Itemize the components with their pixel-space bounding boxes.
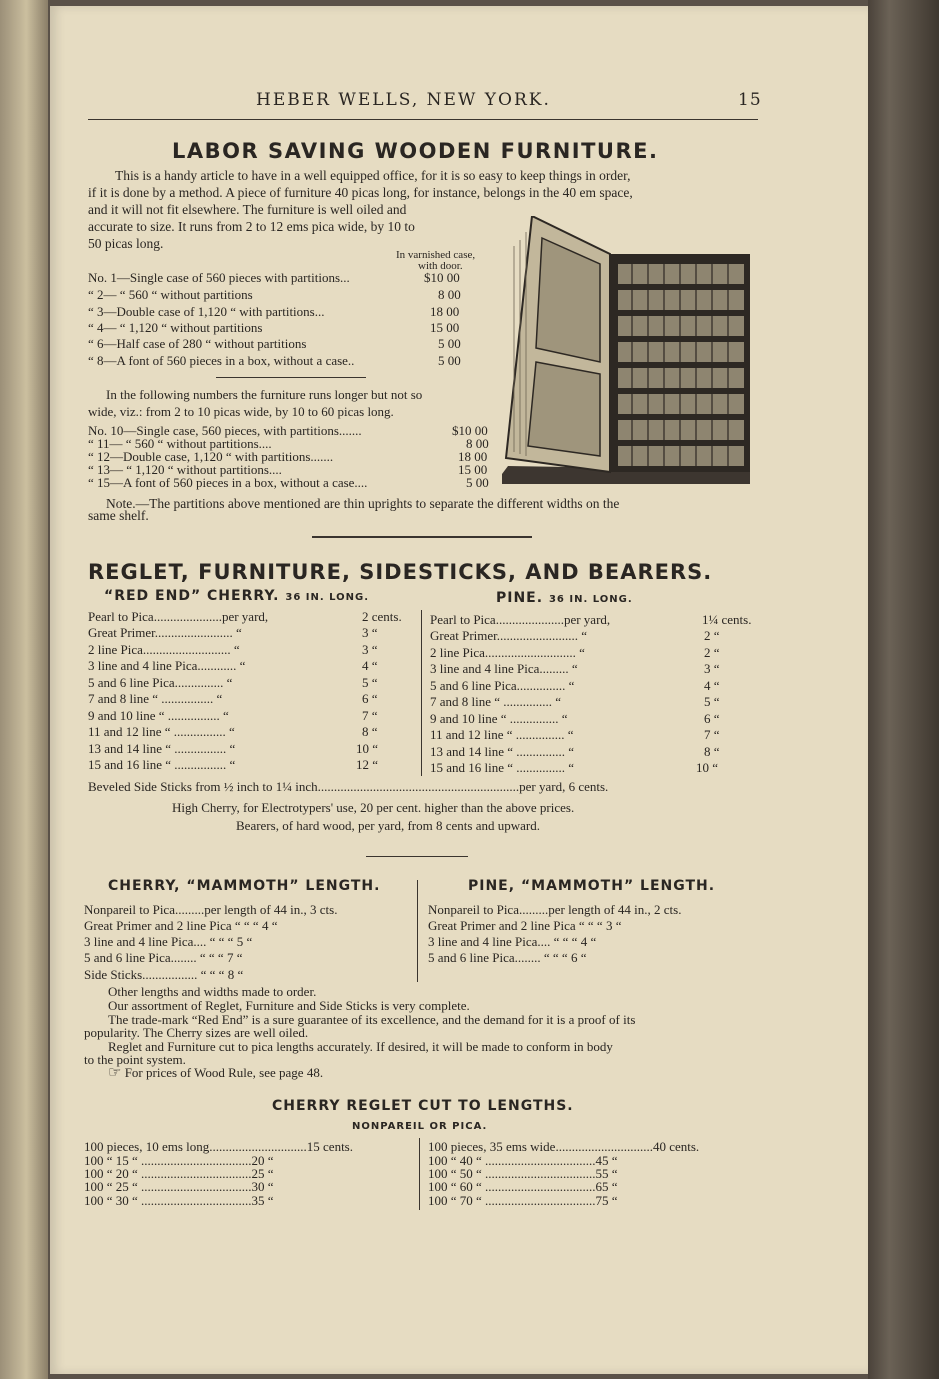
case-note: with door.: [418, 260, 463, 272]
column-divider: [421, 610, 422, 776]
table-row: 7 and 8 line “ ............... “: [430, 694, 562, 709]
table-cell: 7 “: [704, 727, 720, 742]
table-row: 100 “ 60 “ ..................................65 “: [428, 1179, 618, 1194]
table-row: 100 pieces, 10 ems long..............................15 cents.: [84, 1139, 353, 1154]
table-cell: 3 “: [704, 661, 720, 676]
section-divider: [366, 856, 468, 857]
wood-rule-note-text: For prices of Wood Rule, see page 48.: [124, 1065, 324, 1080]
section-divider: [312, 536, 532, 538]
note-line: Other lengths and widths made to order.: [108, 984, 317, 999]
table-row: 100 “ 40 “ ..................................45 “: [428, 1153, 618, 1168]
table-row: 11 and 12 line “ ................ “: [88, 724, 235, 739]
table-row: Nonpareil to Pica.........per length of 44 in., 3 cts.: [84, 902, 338, 917]
price-row-label: “ 6—Half case of 280 “ without partitions: [88, 336, 307, 351]
table-row: 5 and 6 line Pica............... “: [430, 678, 575, 693]
table-row: 11 and 12 line “ ............... “: [430, 727, 574, 742]
intro-line: This is a handy article to have in a well equipped office, for it is so easy to keep things in order,: [115, 168, 631, 183]
table-row: 100 “ 30 “ ..................................35 “: [84, 1193, 274, 1208]
partitions-note: Note.—The partitions above mentioned are thin uprights to separate the different widths on the: [106, 496, 620, 511]
price-row-value: 8 00: [466, 436, 489, 451]
section-divider: [216, 377, 366, 378]
price-row-value: 5 00: [438, 353, 461, 368]
note-line: The trade-mark “Red End” is a sure guarantee of its excellence, and the demand for it is a proof of its: [108, 1012, 636, 1027]
table-cell: 3 “: [362, 642, 378, 657]
price-row-value: 8 00: [438, 287, 461, 302]
table-row: 2 line Pica............................ “: [430, 645, 585, 660]
table-row: 15 and 16 line “ ............... “: [430, 760, 575, 775]
table-row: Nonpareil to Pica.........per length of 44 in., 2 cts.: [428, 902, 682, 917]
note-line: popularity. The Cherry sizes are well oiled.: [84, 1025, 309, 1040]
table-row: Pearl to Pica.....................per yard,: [88, 609, 269, 624]
table-row: 9 and 10 line “ ................ “: [88, 708, 229, 723]
table-row: 3 line and 4 line Pica......... “: [430, 661, 578, 676]
table-row: 3 line and 4 line Pica.... “ “ “ 5 “: [84, 934, 253, 949]
intro-line: if it is done by a method. A piece of furniture 40 picas long, for instance, belongs in the 40 em space,: [88, 185, 633, 200]
partitions-note: same shelf.: [88, 508, 149, 523]
price-row-label: “ 4— “ 1,120 “ without partitions: [88, 320, 263, 335]
table-row: Great Primer......................... “: [430, 628, 588, 643]
table-cell: 5 “: [362, 675, 378, 690]
pine-unit: 36 IN. LONG.: [548, 594, 633, 605]
table-row: 100 “ 50 “ ..................................55 “: [428, 1166, 618, 1181]
pine-heading-text: PINE.: [496, 590, 544, 606]
table-row: 2 line Pica........................... “: [88, 642, 240, 657]
table-row: Great Primer and 2 line Pica “ “ “ 3 “: [428, 918, 622, 933]
price-row-value: 18 00: [458, 449, 488, 464]
price-row-value: 18 00: [430, 304, 460, 319]
price-row-value: $10 00: [452, 423, 488, 438]
table-cell: 2 “: [704, 628, 720, 643]
running-header: HEBER WELLS, NEW YORK.: [256, 90, 551, 110]
table-row: 5 and 6 line Pica............... “: [88, 675, 233, 690]
labor-title: LABOR SAVING WOODEN FURNITURE.: [172, 139, 659, 163]
following-text: In the following numbers the furniture runs longer but not so: [106, 387, 423, 402]
cherry-heading: [104, 588, 369, 604]
table-row: 5 and 6 line Pica........ “ “ “ 7 “: [84, 950, 243, 965]
table-cell: 4 “: [362, 658, 378, 673]
table-row: 100 “ 70 “ ..................................75 “: [428, 1193, 618, 1208]
wood-rule-note: [108, 1066, 323, 1080]
book-edge: [868, 0, 939, 1379]
price-row-value: 15 00: [458, 462, 488, 477]
price-row-value: $10 00: [424, 270, 460, 285]
note-line: Reglet and Furniture cut to pica lengths accurately. If desired, it will be made to conform in body: [108, 1039, 613, 1054]
table-cell: 8 “: [362, 724, 378, 739]
table-row: 13 and 14 line “ ............... “: [430, 744, 575, 759]
price-row-label: “ 13— “ 1,120 “ without partitions....: [88, 462, 282, 477]
following-text: wide, viz.: from 2 to 10 picas wide, by 10 to 60 picas long.: [88, 404, 394, 419]
cherry-unit: 36 IN. LONG.: [285, 592, 370, 603]
table-cell: 6 “: [362, 691, 378, 706]
pine-mammoth-heading: PINE, “MAMMOTH” LENGTH.: [468, 878, 716, 894]
table-row: 100 “ 15 “ ..................................20 “: [84, 1153, 274, 1168]
table-cell: 10 “: [356, 741, 379, 756]
table-row: 3 line and 4 line Pica............ “: [88, 658, 246, 673]
table-row: 5 and 6 line Pica........ “ “ “ 6 “: [428, 950, 587, 965]
previous-page-edge: [0, 0, 48, 1379]
table-cell: 2 “: [704, 645, 720, 660]
note-line: to the point system.: [84, 1052, 186, 1067]
price-row-label: “ 3—Double case of 1,120 “ with partitions...: [88, 304, 325, 319]
price-row-label: “ 2— “ 560 “ without partitions: [88, 287, 253, 302]
page-number: 15: [738, 90, 762, 110]
column-divider: [417, 880, 418, 982]
header-rule: [88, 119, 758, 120]
table-row: 9 and 10 line “ ............... “: [430, 711, 568, 726]
pine-heading: [496, 590, 633, 606]
note-line: Our assortment of Reglet, Furniture and Side Sticks is very complete.: [108, 998, 470, 1013]
price-row-value: 15 00: [430, 320, 460, 335]
case-note: In varnished case,: [396, 249, 476, 261]
table-row: 15 and 16 line “ ................ “: [88, 757, 236, 772]
table-row: 100 pieces, 35 ems wide..............................40 cents.: [428, 1139, 700, 1154]
table-row: 3 line and 4 line Pica.... “ “ “ 4 “: [428, 934, 597, 949]
cherry-mammoth-heading: CHERRY, “MAMMOTH” LENGTH.: [108, 878, 381, 894]
table-row: Great Primer........................ “: [88, 625, 242, 640]
table-cell: 8 “: [704, 744, 720, 759]
column-divider: [419, 1138, 420, 1210]
table-cell: 12 “: [356, 757, 379, 772]
high-cherry-note: High Cherry, for Electrotypers' use, 20 per cent. higher than the above prices.: [172, 800, 575, 815]
table-row: 7 and 8 line “ ................ “: [88, 691, 223, 706]
table-cell: 2 cents.: [362, 609, 402, 624]
pointing-hand-icon: ☞: [108, 1065, 122, 1081]
table-row: 100 “ 25 “ ..................................30 “: [84, 1179, 274, 1194]
price-row-value: 5 00: [438, 336, 461, 351]
table-row: Pearl to Pica.....................per yard,: [430, 612, 611, 627]
table-cell: 4 “: [704, 678, 720, 693]
table-row: Side Sticks................. “ “ “ 8 “: [84, 967, 244, 982]
table-row: 100 “ 20 “ ..................................25 “: [84, 1166, 274, 1181]
price-row-label: “ 12—Double case, 1,120 “ with partitions.......: [88, 449, 334, 464]
table-cell: 1¼ cents.: [702, 612, 752, 627]
cut-lengths-subtitle: NONPAREIL OR PICA.: [352, 1121, 488, 1132]
cut-lengths-title: CHERRY REGLET CUT TO LENGTHS.: [272, 1098, 574, 1114]
price-row-label: “ 11— “ 560 “ without partitions....: [88, 436, 272, 451]
table-row: 13 and 14 line “ ................ “: [88, 741, 236, 756]
intro-line: 50 picas long.: [88, 236, 164, 251]
table-cell: 3 “: [362, 625, 378, 640]
price-row-label: “ 8—A font of 560 pieces in a box, without a case..: [88, 353, 355, 368]
table-cell: 10 “: [696, 760, 719, 775]
table-cell: 5 “: [704, 694, 720, 709]
beveled-sticks-line: Beveled Side Sticks from ½ inch to 1¼ inch..............................................................per yard, 6 cents.: [88, 779, 609, 794]
furniture-cabinet-illustration: [502, 216, 752, 486]
cherry-heading-text: “RED END” CHERRY.: [104, 588, 280, 604]
intro-line: and it will not fit elsewhere. The furniture is well oiled and: [88, 202, 407, 217]
bearers-note: Bearers, of hard wood, per yard, from 8 cents and upward.: [236, 818, 540, 833]
price-row-value: 5 00: [466, 475, 489, 490]
table-cell: 7 “: [362, 708, 378, 723]
price-row-label: “ 15—A font of 560 pieces in a box, without a case....: [88, 475, 368, 490]
price-row-label: No. 10—Single case, 560 pieces, with partitions.......: [88, 423, 362, 438]
table-row: Great Primer and 2 line Pica “ “ “ 4 “: [84, 918, 278, 933]
table-cell: 6 “: [704, 711, 720, 726]
intro-line: accurate to size. It runs from 2 to 12 ems pica wide, by 10 to: [88, 219, 415, 234]
reglet-title: REGLET, FURNITURE, SIDESTICKS, AND BEARERS.: [88, 560, 713, 584]
price-row-label: No. 1—Single case of 560 pieces with partitions...: [88, 270, 350, 285]
